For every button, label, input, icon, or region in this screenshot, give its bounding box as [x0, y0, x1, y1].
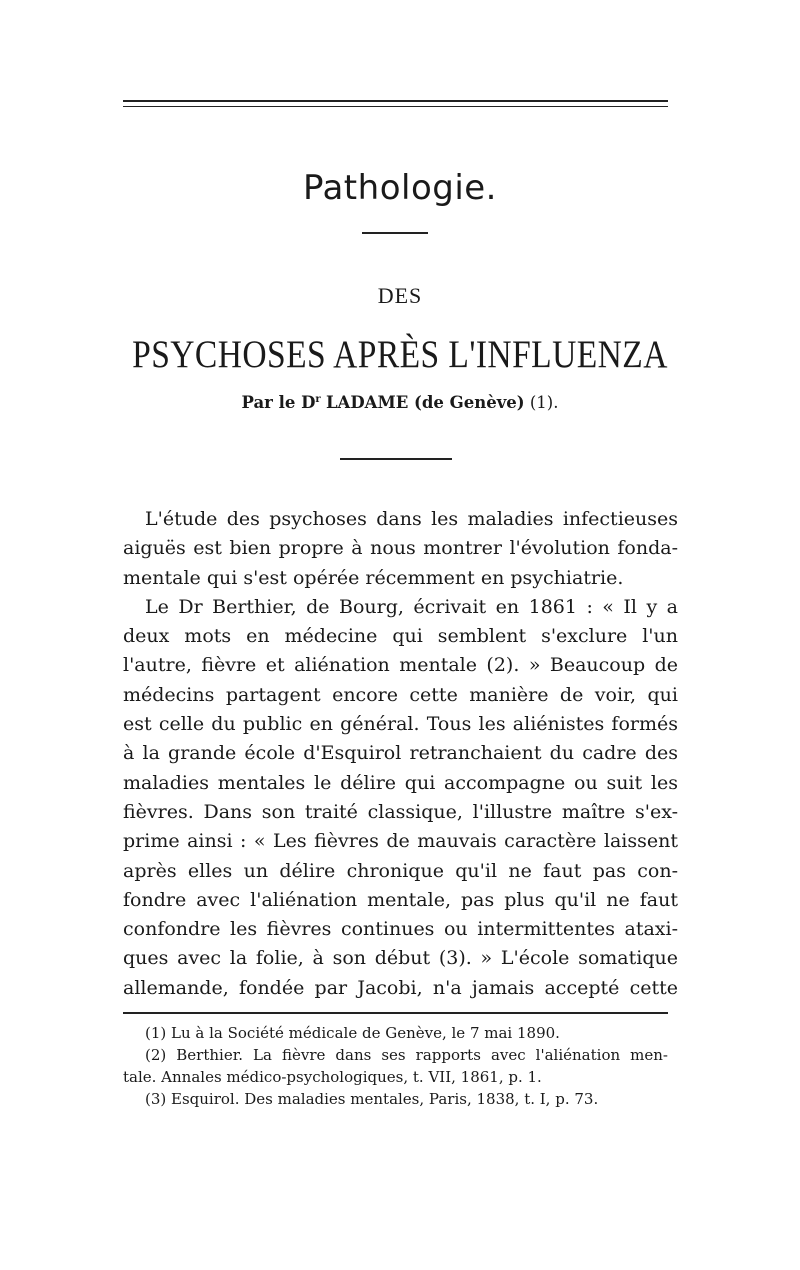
footnotes [123, 1022, 668, 1110]
top-rule [123, 100, 668, 102]
title-divider [362, 232, 428, 234]
footnote-2: (2) Berthier. La fièvre dans ses rapports avec l'aliénation men- [145, 1046, 668, 1064]
byline [0, 393, 800, 412]
footnote-2-cont: tale. Annales médico-psychologiques, t. VII, 1861, p. 1. [123, 1068, 542, 1086]
body-line: l'autre, fièvre et aliénation mentale (2). » Beaucoup de [123, 654, 678, 677]
body-line: fièvres. Dans son traité classique, l'illustre maître s'ex- [123, 800, 678, 823]
article-body [123, 505, 678, 1003]
body-line: est celle du public en général. Tous les aliénistes formés [123, 713, 678, 736]
body-line: maladies mentales le délire qui accompagne ou suit les [123, 771, 678, 794]
body-line: confondre les fièvres continues ou intermittentes ataxi- [123, 918, 678, 941]
body-line: ques avec la folie, à son début (3). » L'école somatique [123, 947, 678, 970]
byline-prefix: Par le D [241, 393, 316, 412]
article-kicker: DES [377, 283, 423, 308]
body-line: Le Dr Berthier, de Bourg, écrivait en 1861 : « Il y a [145, 595, 678, 618]
body-line: médecins partagent encore cette manière de voir, qui [123, 683, 678, 706]
byline-sup: r [315, 394, 321, 405]
article-title: PSYCHOSES APRÈS L'INFLUENZA [132, 333, 668, 376]
byline-author: LADAME (de Genève) [325, 393, 525, 412]
body-line: à la grande école d'Esquirol retranchaient du cadre des [123, 742, 678, 765]
byline-note: (1). [529, 393, 559, 412]
footnote-rule [123, 1012, 668, 1014]
body-line: aiguës est bien propre à nous montrer l'évolution fonda- [123, 537, 678, 560]
body-line: fondre avec l'aliénation mentale, pas plus qu'il ne faut [123, 888, 678, 911]
body-line: deux mots en médecine qui semblent s'exclure l'un [123, 625, 678, 648]
body-line: L'étude des psychoses dans les maladies infectieuses [145, 508, 678, 530]
footnote-1: (1) Lu à la Société médicale de Genève, le 7 mai 1890. [145, 1024, 560, 1042]
body-line: après elles un délire chronique qu'il ne faut pas con- [123, 859, 678, 882]
byline-divider [340, 458, 452, 460]
section-title: Pathologie. [303, 168, 497, 208]
body-line: allemande, fondée par Jacobi, n'a jamais accepté cette [123, 976, 678, 999]
body-line: prime ainsi : « Les fièvres de mauvais caractère laissent [123, 830, 678, 853]
footnote-3: (3) Esquirol. Des maladies mentales, Paris, 1838, t. I, p. 73. [145, 1090, 599, 1108]
top-rule-thin [123, 106, 668, 107]
body-line: mentale qui s'est opérée récemment en psychiatrie. [123, 566, 624, 589]
